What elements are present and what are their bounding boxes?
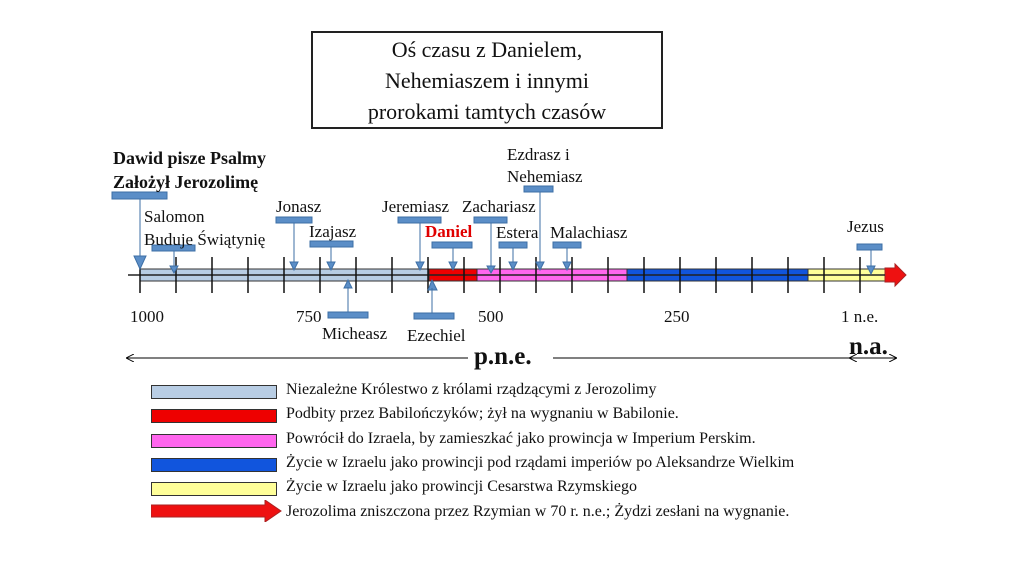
era-ce: n.a. bbox=[849, 333, 888, 360]
legend-swatch-4 bbox=[151, 456, 277, 474]
label-zachariasz: Zachariasz bbox=[462, 197, 536, 216]
label-salomon-line2: Buduje Świątynię bbox=[144, 230, 266, 249]
legend-swatch-5 bbox=[151, 480, 277, 498]
year-1000: 1000 bbox=[130, 307, 164, 326]
label-dawid-line2: Założył Jerozolimę bbox=[113, 172, 259, 192]
label-jonasz: Jonasz bbox=[276, 197, 322, 216]
marker-jezus-bar bbox=[857, 244, 882, 250]
legend-swatch-3 bbox=[151, 432, 277, 450]
legend-swatch-1 bbox=[151, 383, 277, 401]
legend-text-2: Podbity przez Babilończyków; żył na wygnaniu w Babilonie. bbox=[286, 405, 679, 422]
marker-jonasz-bar bbox=[276, 217, 312, 223]
label-izajasz: Izajasz bbox=[309, 222, 357, 241]
label-ezechiel: Ezechiel bbox=[407, 326, 466, 345]
label-malachiasz: Malachiasz bbox=[550, 223, 628, 242]
label-jeremiasz: Jeremiasz bbox=[382, 197, 450, 216]
title-line-2: Nehemiaszem i innymi bbox=[384, 67, 590, 93]
label-salomon-line1: Salomon bbox=[144, 207, 205, 226]
year-750: 750 bbox=[296, 307, 322, 326]
legend-text-3: Powrócił do Izraela, by zamieszkać jako prowincja w Imperium Perskim. bbox=[286, 430, 756, 447]
legend-text-6: Jerozolima zniszczona przez Rzymian w 70 r. n.e.; Żydzi zesłani na wygnanie. bbox=[286, 503, 790, 520]
year-1-ne: 1 n.e. bbox=[841, 307, 879, 326]
axis-ticks bbox=[140, 257, 860, 293]
label-jezus: Jezus bbox=[847, 217, 884, 236]
label-dawid-line1: Dawid pisze Psalmy bbox=[113, 148, 266, 168]
title-line-1: Oś czasu z Danielem, bbox=[391, 36, 583, 62]
label-ezdrasz-line2: Nehemiasz bbox=[507, 167, 583, 186]
marker-ezechiel-bar bbox=[414, 313, 454, 319]
title-line-3: prorokami tamtych czasów bbox=[367, 98, 607, 124]
era-bce: p.n.e. bbox=[474, 343, 532, 370]
year-250: 250 bbox=[664, 307, 690, 326]
marker-dawid-bar bbox=[112, 192, 167, 199]
label-daniel: Daniel bbox=[425, 222, 473, 241]
legend-swatch-6 bbox=[151, 502, 283, 520]
label-estera: Estera bbox=[496, 223, 539, 242]
label-ezdrasz-line1: Ezdrasz i bbox=[507, 145, 570, 164]
legend-text-4: Życie w Izraelu jako prowincji pod rządami imperiów po Aleksandrze Wielkim bbox=[286, 454, 795, 471]
label-micheasz: Micheasz bbox=[322, 324, 388, 343]
destruction-arrow bbox=[885, 264, 906, 286]
marker-daniel-bar bbox=[432, 242, 472, 248]
legend-text-1: Niezależne Królestwo z królami rządzącymi z Jerozolimy bbox=[286, 381, 657, 398]
marker-micheasz-bar bbox=[328, 312, 368, 318]
legend-swatch-2 bbox=[151, 407, 277, 425]
legend-text-5: Życie w Izraelu jako prowincji Cesarstwa Rzymskiego bbox=[286, 478, 637, 495]
marker-dawid-head bbox=[134, 256, 146, 269]
year-500: 500 bbox=[478, 307, 504, 326]
legend-arrow-swatch bbox=[151, 500, 283, 522]
